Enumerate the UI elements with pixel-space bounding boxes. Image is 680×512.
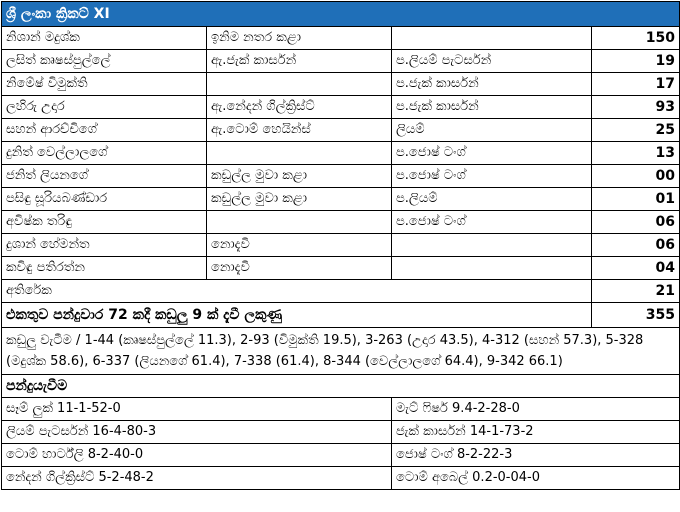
dismissal bbox=[207, 142, 392, 165]
batter-name: ලසිත් කෘෂස්පුල්ලේ bbox=[2, 50, 207, 73]
bowling-row bbox=[2, 398, 680, 421]
bowler-figures: ජොෂ් ටංග් 8-2-22-3 bbox=[392, 444, 680, 467]
bowler-figures: ලියම් පැටර්සන් 16-4-80-3 bbox=[2, 421, 392, 444]
dismissal: ඇ.ටොම් හෙයින්ස් bbox=[207, 119, 392, 142]
batter-name: නිශාන් මදුශ්ක bbox=[2, 27, 207, 50]
bowler-figures: ටොම් හාර්ට්ලි 8-2-40-0 bbox=[2, 444, 392, 467]
batting-row bbox=[2, 119, 680, 142]
bowler: ප.ලියම් පැටර්සන් bbox=[392, 50, 592, 73]
scorecard bbox=[1, 1, 679, 490]
team-title: ශ්‍රී ලංකා ක්‍රිකට් XI bbox=[2, 2, 680, 27]
bowler-figures: ටොම් අබෙල් 0.2-0-04-0 bbox=[392, 467, 680, 490]
bowling-title: පන්දුයැවීම bbox=[2, 375, 680, 398]
bowling-row bbox=[2, 421, 680, 444]
batting-row bbox=[2, 50, 680, 73]
dismissal bbox=[207, 73, 392, 96]
batting-row bbox=[2, 188, 680, 211]
batting-row bbox=[2, 27, 680, 50]
bowler: ප.ජොෂ් ටංග් bbox=[392, 211, 592, 234]
batting-row bbox=[2, 211, 680, 234]
batting-row bbox=[2, 73, 680, 96]
runs: 93 bbox=[592, 96, 680, 119]
scorecard-table bbox=[1, 1, 680, 490]
dismissal: නොදැවී bbox=[207, 234, 392, 257]
bowler-figures: මැට් ෆිෂර් 9.4-2-28-0 bbox=[392, 398, 680, 421]
batter-name: දුනිත් වෙල්ලාලගේ bbox=[2, 142, 207, 165]
total-value: 355 bbox=[592, 303, 680, 328]
batter-name: දුශාන් හේමන්ත bbox=[2, 234, 207, 257]
bowler bbox=[392, 234, 592, 257]
runs: 01 bbox=[592, 188, 680, 211]
batter-name: ලහිරු උදාර bbox=[2, 96, 207, 119]
batter-name: පසිඳු සූරියබණ්ඩාර bbox=[2, 188, 207, 211]
dismissal: ඇ.ජැක් කාර්සන් bbox=[207, 50, 392, 73]
bowling-row bbox=[2, 444, 680, 467]
runs: 150 bbox=[592, 27, 680, 50]
bowler: ප.ලියම් bbox=[392, 188, 592, 211]
batter-name: නිමේෂ් විමුක්ති bbox=[2, 73, 207, 96]
bowler-figures: නේදන් ගිල්ක්‍රිස්ට් 5-2-48-2 bbox=[2, 467, 392, 490]
dismissal: ඉනිම නතර කළා bbox=[207, 27, 392, 50]
bowler: ප.ජොෂ් ටංග් bbox=[392, 165, 592, 188]
total-label: එකතුව පන්දුවාර 72 කදී කඩුලු 9 ක් දැවී ලකුණු bbox=[2, 303, 592, 328]
bowler: ප.ජැක් කාර්සන් bbox=[392, 96, 592, 119]
fall-of-wickets-row bbox=[2, 328, 680, 375]
bowler-figures: ජැක් කාර්සන් 14-1-73-2 bbox=[392, 421, 680, 444]
bowler: ලියම් bbox=[392, 119, 592, 142]
runs: 25 bbox=[592, 119, 680, 142]
batting-row bbox=[2, 142, 680, 165]
batting-row bbox=[2, 257, 680, 280]
dismissal: කඩුල්ල මුවා කළා bbox=[207, 165, 392, 188]
batting-row bbox=[2, 165, 680, 188]
runs: 06 bbox=[592, 211, 680, 234]
runs: 19 bbox=[592, 50, 680, 73]
header-row bbox=[2, 2, 680, 27]
extras-row bbox=[2, 280, 680, 303]
batter-name: ජනිත් ලියනගේ bbox=[2, 165, 207, 188]
batter-name: සහන් ආරච්චිගේ bbox=[2, 119, 207, 142]
dismissal: නොදැවී bbox=[207, 257, 392, 280]
batter-name: කවිඳු පතිරත්න bbox=[2, 257, 207, 280]
extras-label: අතිරේක bbox=[2, 280, 592, 303]
runs: 13 bbox=[592, 142, 680, 165]
dismissal bbox=[207, 211, 392, 234]
bowling-row bbox=[2, 467, 680, 490]
bowling-header-row bbox=[2, 375, 680, 398]
runs: 04 bbox=[592, 257, 680, 280]
extras-value: 21 bbox=[592, 280, 680, 303]
runs: 17 bbox=[592, 73, 680, 96]
fall-of-wickets: කඩුලු වැටීම / 1-44 (කෘෂස්පුල්ලේ 11.3), 2-93 (විමුක්ති 19.5), 3-263 (උදාර 43.5), 4-312 (සහන් 57.3), 5-328 (මදුශ්ක 58.6), 6-337 (ලියනගේ 61.4), 7-338 (61.4), 8-344 (වෙල්ලාලගේ 64.4), 9-342 66.1) bbox=[2, 328, 680, 375]
total-row bbox=[2, 303, 680, 328]
bowler: ප.ජොෂ් ටංග් bbox=[392, 142, 592, 165]
dismissal: ඇ.නේදන් ගිල්ක්‍රිස්ට් bbox=[207, 96, 392, 119]
runs: 00 bbox=[592, 165, 680, 188]
bowler: ප.ජැක් කාර්සන් bbox=[392, 73, 592, 96]
batting-row bbox=[2, 96, 680, 119]
runs: 06 bbox=[592, 234, 680, 257]
dismissal: කඩුල්ල මුවා කළා bbox=[207, 188, 392, 211]
batter-name: අවිෂ්ක තරිඳු bbox=[2, 211, 207, 234]
batting-row bbox=[2, 234, 680, 257]
bowler bbox=[392, 257, 592, 280]
bowler bbox=[392, 27, 592, 50]
bowler-figures: සෑම් ලුක් 11-1-52-0 bbox=[2, 398, 392, 421]
